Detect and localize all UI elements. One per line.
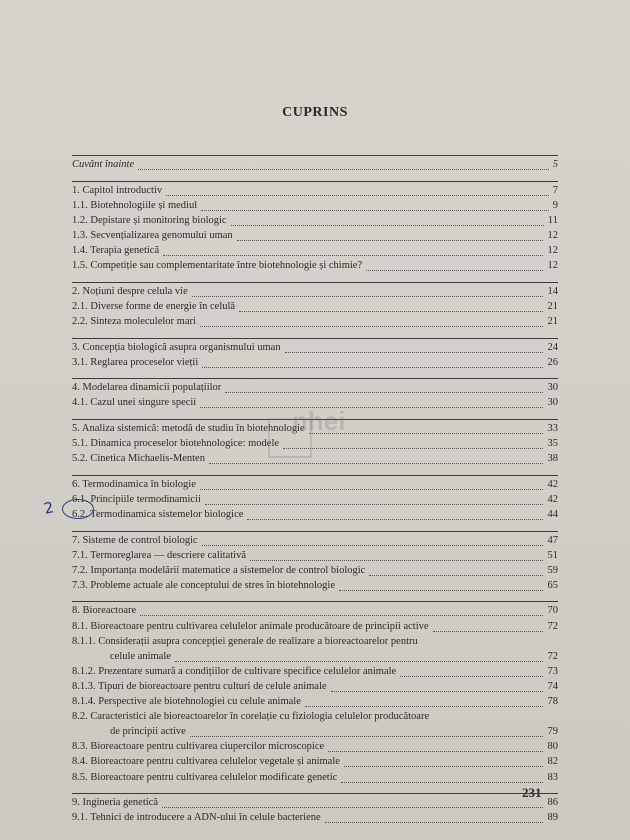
dot-leader: [231, 211, 544, 226]
toc-entry-page: 30: [547, 382, 558, 394]
dot-leader: [163, 241, 543, 256]
toc-entry-title: 9.1. Tehnici de introducere a ADN-ului în celule bacteriene: [72, 812, 321, 824]
toc-entry-title: 1.4. Terapia genetică: [72, 245, 160, 256]
toc-entry-page: 89: [547, 812, 558, 824]
dot-leader: [162, 793, 543, 808]
dot-leader: [247, 505, 543, 520]
toc-entry-title: 1.1. Biotehnologiile și mediul: [72, 199, 198, 211]
dot-leader: [140, 601, 543, 616]
toc-entry-title: de principii active: [110, 726, 186, 738]
toc-entry-title: 8.1.2. Prezentare sumară a condițiilor de cultivare specifice celulelor animale: [72, 665, 397, 677]
toc-entry: [72, 158, 558, 172]
toc-entry-page: 24: [547, 341, 558, 353]
dot-leader: [205, 490, 543, 505]
toc-entry-title: 9. Ingineria genetică: [72, 797, 158, 809]
toc-entry-title: 7. Sisteme de control biologic: [72, 534, 198, 546]
toc-entry-page: 86: [547, 797, 558, 809]
dot-leader: [239, 297, 543, 312]
toc-entry-page: 38: [547, 453, 558, 465]
toc-entry-page: 65: [547, 579, 558, 591]
toc-entry-page: 51: [547, 549, 558, 561]
toc-entry-page: 82: [547, 756, 558, 768]
toc-entry-title: 2.2. Sinteza moleculelor mari: [72, 315, 196, 327]
dot-leader: [328, 737, 543, 752]
dot-leader: [192, 282, 543, 297]
toc-entry: [72, 620, 558, 634]
toc-entry-title: Cuvânt înainte: [72, 159, 135, 170]
toc-entry-page: 35: [547, 438, 558, 449]
toc-entry-title: 7.1. Termoreglarea — descriere calitativă: [72, 549, 246, 561]
toc-entry: [72, 695, 558, 709]
toc-entry-page: 42: [547, 493, 558, 505]
dot-leader: [331, 677, 543, 692]
toc-entry-page: 72: [547, 620, 558, 632]
toc-entry-page: 70: [547, 605, 558, 617]
watermark-logo: nhei: [262, 404, 390, 456]
toc-entry-page: 73: [547, 665, 558, 677]
dot-leader: [325, 808, 543, 823]
toc-entry-title: 7.3. Probleme actuale ale conceptului de stres în biotehnologie: [72, 579, 336, 591]
toc-entry-page: 47: [547, 534, 558, 546]
toc-entry-title: 1.3. Secvențializarea genomului uman: [72, 229, 233, 241]
toc-entry-title: celule animale: [110, 650, 171, 662]
dot-leader: [250, 546, 543, 561]
dot-leader: [237, 226, 543, 241]
dot-leader: [433, 617, 543, 632]
toc-entry-title: 8.1.4. Perspective ale biotehnologiei cu celule animale: [72, 696, 301, 707]
dot-leader: [200, 312, 543, 327]
toc-entry-page: 33: [547, 422, 558, 434]
dot-leader: [138, 155, 549, 170]
toc-entry-title: 8.5. Bioreactoare pentru cultivarea celulelor modificate genetic: [72, 771, 338, 783]
dot-leader: [225, 378, 543, 393]
toc-entry-title: 8.1.1. Considerații asupra concepției generale de realizare a bioreactoarelor pentru: [72, 635, 418, 647]
toc-entry: [72, 771, 558, 785]
toc-entry-title: 1.5. Competiție sau complementaritate între biotehnologie și chimie?: [72, 260, 363, 272]
toc-entry-page: 14: [547, 285, 558, 297]
toc-entry-page: 79: [547, 726, 558, 738]
toc-entry-page: 30: [547, 397, 558, 409]
toc-entry-page: 59: [547, 564, 558, 576]
toc-entry-title: 2.1. Diverse forme de energie în celulă: [72, 300, 236, 312]
toc-entry-title: 6. Termodinamica în biologie: [72, 478, 196, 490]
toc-entry-title: 8. Bioreactoare: [72, 605, 137, 617]
toc-entry-title: 3.1. Reglarea proceselor vieții: [72, 356, 199, 368]
toc-entry-title: 1.2. Depistare și monitoring biologic: [72, 214, 227, 226]
toc-entry-page: 44: [547, 508, 558, 520]
toc-entry-title: 8.2. Caracteristici ale bioreactoarelor în corelație cu fiziologia celulelor producătoare: [72, 711, 430, 723]
toc-entry-title: 5.2. Cinetica Michaelis-Menten: [72, 453, 205, 465]
page-number: 231: [522, 785, 542, 800]
toc-entry-page: 83: [547, 771, 558, 783]
toc-entry-title: 7.2. Importanța modelării matematice a sistemelor de control biologic: [72, 564, 366, 576]
dot-leader: [341, 768, 543, 783]
toc-entry-page: 72: [547, 650, 558, 662]
dot-leader: [175, 647, 543, 662]
dot-leader: [166, 181, 549, 196]
dot-leader: [200, 475, 543, 490]
page-title: CUPRINS: [282, 105, 348, 120]
toc-entry-title: 6.1. Principiile termodinamicii: [72, 493, 201, 505]
toc-entry-title: 3. Concepția biologică asupra organismului uman: [72, 341, 281, 353]
toc-entry-page: 12: [547, 229, 558, 241]
toc-entry-page: 7: [552, 184, 558, 196]
dot-leader: [339, 576, 543, 591]
toc-entry-title: 1. Capitol introductiv: [72, 184, 163, 196]
toc-entry-title: 6.2. Termodinamica sistemelor biologice: [72, 508, 244, 520]
toc-entry-title: 8.4. Bioreactoare pentru cultivarea celulelor vegetale și animale: [72, 756, 340, 768]
toc-entry-title: 4. Modelarea dinamicii populațiilor: [72, 382, 222, 394]
dot-leader: [305, 692, 543, 707]
toc-entry: [72, 259, 558, 273]
dot-leader: [201, 196, 549, 211]
toc-entry-page: 42: [547, 478, 558, 490]
handwritten-circle-mark: [62, 499, 94, 519]
toc-entry-page: 12: [547, 245, 558, 256]
toc-entry-page: 12: [547, 260, 558, 272]
toc-entry-title: 2. Noțiuni despre celula vie: [72, 285, 188, 297]
dot-leader: [190, 722, 543, 737]
toc-entry-page: 9: [552, 199, 558, 211]
dot-leader: [400, 662, 543, 677]
handwritten-number: 2: [42, 498, 56, 518]
toc-entry-page: 11: [547, 214, 558, 226]
dot-leader: [344, 752, 543, 767]
toc-entry: [72, 508, 558, 522]
toc-entry: [72, 356, 558, 370]
toc-entry-page: 80: [547, 741, 558, 753]
toc-entry-title: 5.1. Dinamica proceselor biotehnologice: modele: [72, 438, 280, 449]
toc-entry-title: 8.1.3. Tipuri de bioreactoare pentru culturi de celule animale: [72, 680, 327, 692]
toc-entry-title: 5. Analiza sistemică: metodă de studiu în biotehnologie: [72, 422, 305, 434]
toc-entry-title: 8.1. Bioreactoare pentru cultivarea celulelor animale producătoare de principii active: [72, 620, 429, 632]
toc-entry-page: 21: [547, 300, 558, 312]
toc-entry-title: 4.1. Cazul unei singure specii: [72, 397, 197, 409]
toc-entry: [72, 811, 558, 825]
toc-entry: [72, 579, 558, 593]
toc-entry-page: 5: [552, 159, 558, 170]
dot-leader: [369, 561, 543, 576]
dot-leader: [285, 338, 543, 353]
dot-leader: [366, 256, 543, 271]
dot-leader: [202, 531, 543, 546]
dot-leader: [202, 353, 543, 368]
toc-entry-title: 8.3. Bioreactoare pentru cultivarea ciupercilor microscopice: [72, 741, 325, 753]
toc-entry-page: 78: [547, 696, 558, 707]
toc-entry-page: 26: [547, 356, 558, 368]
toc-entry: [72, 315, 558, 329]
toc-entry-page: 21: [547, 315, 558, 327]
toc-entry-page: 74: [547, 680, 558, 692]
